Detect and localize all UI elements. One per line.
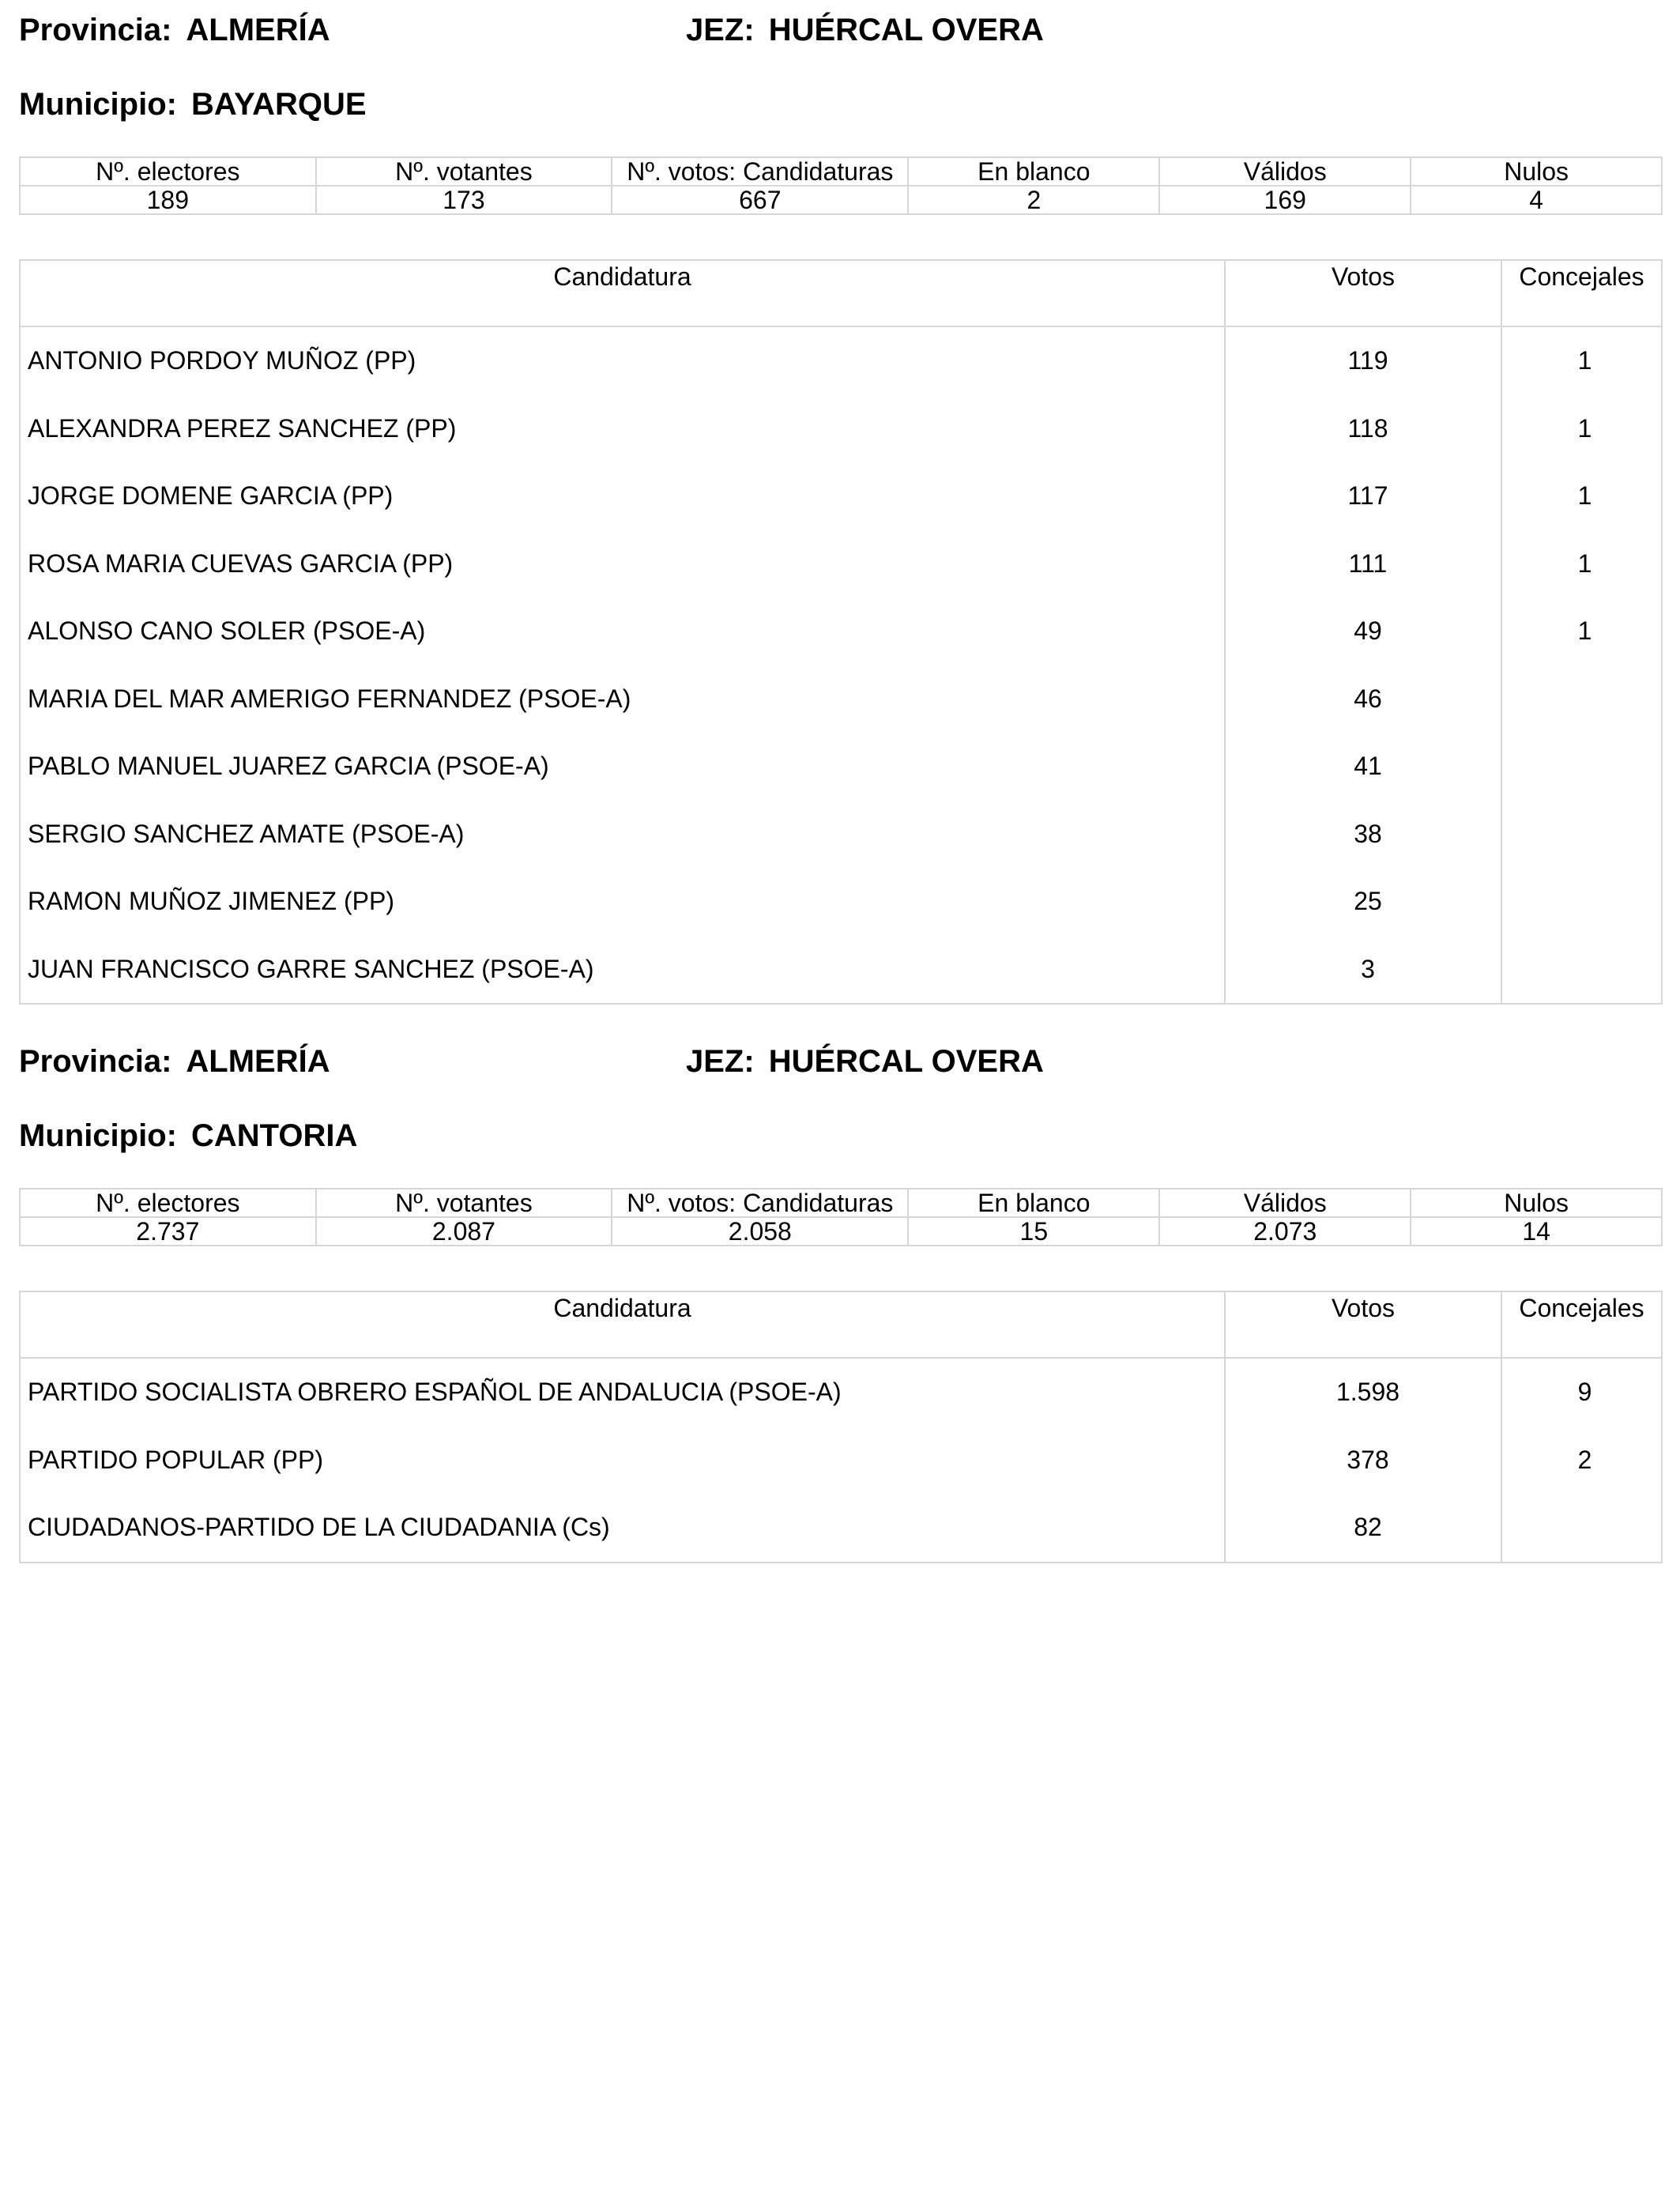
provincia-label: Provincia: bbox=[19, 1044, 172, 1079]
provincia-header bbox=[19, 13, 330, 48]
table-row bbox=[20, 1494, 1662, 1563]
header-votos: Votos bbox=[1225, 1291, 1501, 1358]
stats-value-electores: 2.737 bbox=[20, 1217, 316, 1246]
jez-header bbox=[686, 1044, 1044, 1080]
stats-value-row bbox=[20, 186, 1662, 214]
candidates-header-row bbox=[20, 1291, 1662, 1358]
municipio-header bbox=[19, 87, 367, 123]
stats-header-en-blanco: En blanco bbox=[908, 1189, 1159, 1217]
jez-label: JEZ: bbox=[686, 13, 755, 47]
candidate-name: PARTIDO POPULAR (PP) bbox=[20, 1427, 1225, 1495]
header-concejales: Concejales bbox=[1501, 260, 1662, 326]
candidate-votes: 46 bbox=[1225, 665, 1501, 733]
candidate-seats: 1 bbox=[1501, 598, 1662, 665]
municipio-label: Municipio: bbox=[19, 87, 177, 122]
provincia-label: Provincia: bbox=[19, 13, 172, 47]
table-row bbox=[20, 801, 1662, 869]
table-row bbox=[20, 733, 1662, 801]
candidate-votes: 119 bbox=[1225, 326, 1501, 395]
stats-value-votantes: 173 bbox=[316, 186, 612, 214]
candidate-name: CIUDADANOS-PARTIDO DE LA CIUDADANIA (Cs) bbox=[20, 1494, 1225, 1563]
table-row bbox=[20, 868, 1662, 936]
table-row bbox=[20, 462, 1662, 530]
stats-header-electores: Nº. electores bbox=[20, 1189, 316, 1217]
stats-header-row bbox=[20, 157, 1662, 186]
candidate-votes: 3 bbox=[1225, 936, 1501, 1005]
stats-value-row bbox=[20, 1217, 1662, 1246]
candidate-seats bbox=[1501, 868, 1662, 936]
municipio-value: BAYARQUE bbox=[190, 87, 367, 122]
stats-header-electores: Nº. electores bbox=[20, 157, 316, 186]
municipio-header bbox=[19, 1118, 357, 1154]
candidate-name: PARTIDO SOCIALISTA OBRERO ESPAÑOL DE ANDALUCIA (PSOE-A) bbox=[20, 1358, 1225, 1427]
stats-value-en-blanco: 2 bbox=[908, 186, 1159, 214]
header-candidatura: Candidatura bbox=[20, 1291, 1225, 1358]
candidate-seats: 2 bbox=[1501, 1427, 1662, 1495]
stats-table bbox=[19, 156, 1663, 215]
provincia-header bbox=[19, 1044, 330, 1080]
table-row bbox=[20, 395, 1662, 463]
stats-header-votos-candidaturas: Nº. votos: Candidaturas bbox=[612, 157, 908, 186]
jez-value: HUÉRCAL OVERA bbox=[768, 13, 1044, 47]
candidate-name: ANTONIO PORDOY MUÑOZ (PP) bbox=[20, 326, 1225, 395]
candidate-name: SERGIO SANCHEZ AMATE (PSOE-A) bbox=[20, 801, 1225, 869]
candidate-name: MARIA DEL MAR AMERIGO FERNANDEZ (PSOE-A) bbox=[20, 665, 1225, 733]
candidate-name: ALONSO CANO SOLER (PSOE-A) bbox=[20, 598, 1225, 665]
stats-table bbox=[19, 1188, 1663, 1246]
candidate-seats bbox=[1501, 936, 1662, 1005]
candidate-seats bbox=[1501, 665, 1662, 733]
table-row bbox=[20, 936, 1662, 1005]
candidate-seats bbox=[1501, 801, 1662, 869]
stats-value-nulos: 14 bbox=[1411, 1217, 1662, 1246]
candidate-name: ROSA MARIA CUEVAS GARCIA (PP) bbox=[20, 530, 1225, 598]
stats-value-en-blanco: 15 bbox=[908, 1217, 1159, 1246]
candidate-votes: 25 bbox=[1225, 868, 1501, 936]
candidate-name: RAMON MUÑOZ JIMENEZ (PP) bbox=[20, 868, 1225, 936]
stats-header-nulos: Nulos bbox=[1411, 1189, 1662, 1217]
header-votos: Votos bbox=[1225, 260, 1501, 326]
stats-header-nulos: Nulos bbox=[1411, 157, 1662, 186]
municipio-label: Municipio: bbox=[19, 1118, 177, 1153]
municipio-value: CANTORIA bbox=[190, 1118, 358, 1153]
stats-header-validos: Válidos bbox=[1159, 157, 1411, 186]
candidate-votes: 1.598 bbox=[1225, 1358, 1501, 1427]
stats-header-row bbox=[20, 1189, 1662, 1217]
candidate-seats: 1 bbox=[1501, 395, 1662, 463]
table-row bbox=[20, 1358, 1662, 1427]
stats-value-nulos: 4 bbox=[1411, 186, 1662, 214]
candidate-seats: 9 bbox=[1501, 1358, 1662, 1427]
table-row bbox=[20, 665, 1662, 733]
candidate-seats bbox=[1501, 733, 1662, 801]
stats-value-validos: 169 bbox=[1159, 186, 1411, 214]
stats-header-validos: Válidos bbox=[1159, 1189, 1411, 1217]
stats-value-validos: 2.073 bbox=[1159, 1217, 1411, 1246]
stats-header-en-blanco: En blanco bbox=[908, 157, 1159, 186]
jez-label: JEZ: bbox=[686, 1044, 755, 1079]
jez-value: HUÉRCAL OVERA bbox=[768, 1044, 1044, 1079]
candidate-votes: 378 bbox=[1225, 1427, 1501, 1495]
candidate-seats bbox=[1501, 1494, 1662, 1563]
table-row bbox=[20, 1427, 1662, 1495]
candidate-votes: 41 bbox=[1225, 733, 1501, 801]
stats-value-votos-candidaturas: 667 bbox=[612, 186, 908, 214]
stats-header-votos-candidaturas: Nº. votos: Candidaturas bbox=[612, 1189, 908, 1217]
provincia-value: ALMERÍA bbox=[186, 13, 330, 47]
candidate-name: ALEXANDRA PEREZ SANCHEZ (PP) bbox=[20, 395, 1225, 463]
table-row bbox=[20, 326, 1662, 395]
table-row bbox=[20, 530, 1662, 598]
stats-value-votantes: 2.087 bbox=[316, 1217, 612, 1246]
candidate-votes: 111 bbox=[1225, 530, 1501, 598]
header-concejales: Concejales bbox=[1501, 1291, 1662, 1358]
header-candidatura: Candidatura bbox=[20, 260, 1225, 326]
candidates-header-row bbox=[20, 260, 1662, 326]
candidate-votes: 38 bbox=[1225, 801, 1501, 869]
candidate-seats: 1 bbox=[1501, 462, 1662, 530]
stats-header-votantes: Nº. votantes bbox=[316, 1189, 612, 1217]
candidates-table bbox=[19, 1291, 1663, 1563]
stats-header-votantes: Nº. votantes bbox=[316, 157, 612, 186]
candidate-name: PABLO MANUEL JUAREZ GARCIA (PSOE-A) bbox=[20, 733, 1225, 801]
candidate-seats: 1 bbox=[1501, 326, 1662, 395]
provincia-value: ALMERÍA bbox=[186, 1044, 330, 1079]
jez-header bbox=[686, 13, 1044, 48]
stats-value-electores: 189 bbox=[20, 186, 316, 214]
candidate-name: JORGE DOMENE GARCIA (PP) bbox=[20, 462, 1225, 530]
candidate-seats: 1 bbox=[1501, 530, 1662, 598]
candidate-votes: 49 bbox=[1225, 598, 1501, 665]
candidate-votes: 117 bbox=[1225, 462, 1501, 530]
candidate-votes: 118 bbox=[1225, 395, 1501, 463]
candidate-votes: 82 bbox=[1225, 1494, 1501, 1563]
table-row bbox=[20, 598, 1662, 665]
candidate-name: JUAN FRANCISCO GARRE SANCHEZ (PSOE-A) bbox=[20, 936, 1225, 1005]
candidates-table bbox=[19, 259, 1663, 1005]
stats-value-votos-candidaturas: 2.058 bbox=[612, 1217, 908, 1246]
